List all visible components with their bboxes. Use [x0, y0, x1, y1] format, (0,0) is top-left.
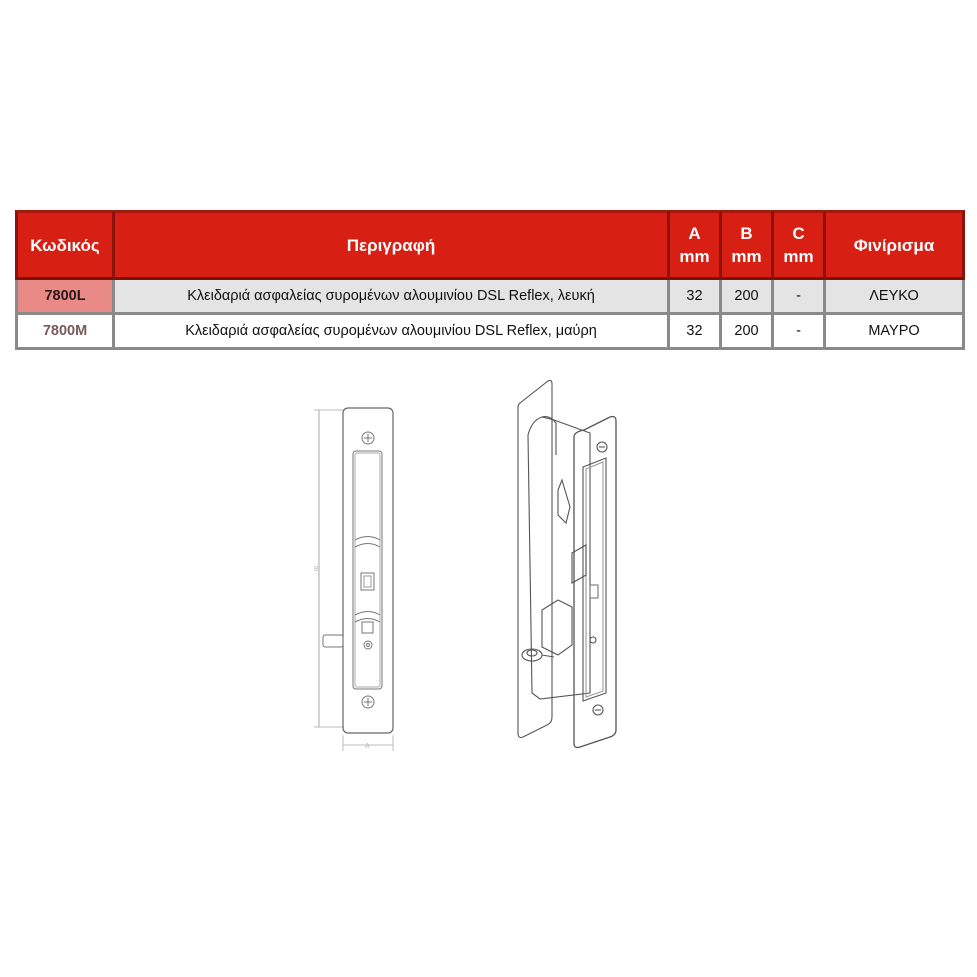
table-header-row	[15, 210, 965, 280]
header-c-mm	[774, 210, 826, 280]
header-finish: Φινίρισμα	[826, 210, 965, 280]
cell-c: -	[774, 280, 826, 315]
cell-finish: ΜΑΥΡΟ	[826, 315, 965, 350]
header-b-unit: mm	[731, 247, 762, 266]
cell-a: 32	[670, 280, 722, 315]
cell-finish: ΛΕΥΚΟ	[826, 280, 965, 315]
lock-front-view-drawing	[300, 395, 410, 760]
cell-code: 7800L	[15, 280, 115, 315]
header-b-label: B	[740, 224, 753, 243]
product-spec-table	[15, 210, 965, 350]
header-a-unit: mm	[679, 247, 710, 266]
dimension-label-a: A	[365, 743, 370, 750]
header-a-label: A	[688, 224, 701, 243]
dimension-label-b: B	[314, 566, 319, 573]
header-a-mm	[670, 210, 722, 280]
cell-code: 7800M	[15, 315, 115, 350]
cell-a: 32	[670, 315, 722, 350]
header-c-label: C	[792, 224, 805, 243]
lock-perspective-view-drawing	[510, 375, 630, 755]
table-row	[15, 280, 965, 315]
header-c-unit: mm	[783, 247, 814, 266]
cell-b: 200	[722, 280, 774, 315]
cell-c: -	[774, 315, 826, 350]
header-code: Κωδικός	[15, 210, 115, 280]
cell-b: 200	[722, 315, 774, 350]
table-row	[15, 315, 965, 350]
header-b-mm	[722, 210, 774, 280]
cell-description: Κλειδαριά ασφαλείας συρομένων αλουμινίου DSL Reflex, μαύρη	[115, 315, 670, 350]
header-description: Περιγραφή	[115, 210, 670, 280]
cell-description: Κλειδαριά ασφαλείας συρομένων αλουμινίου DSL Reflex, λευκή	[115, 280, 670, 315]
